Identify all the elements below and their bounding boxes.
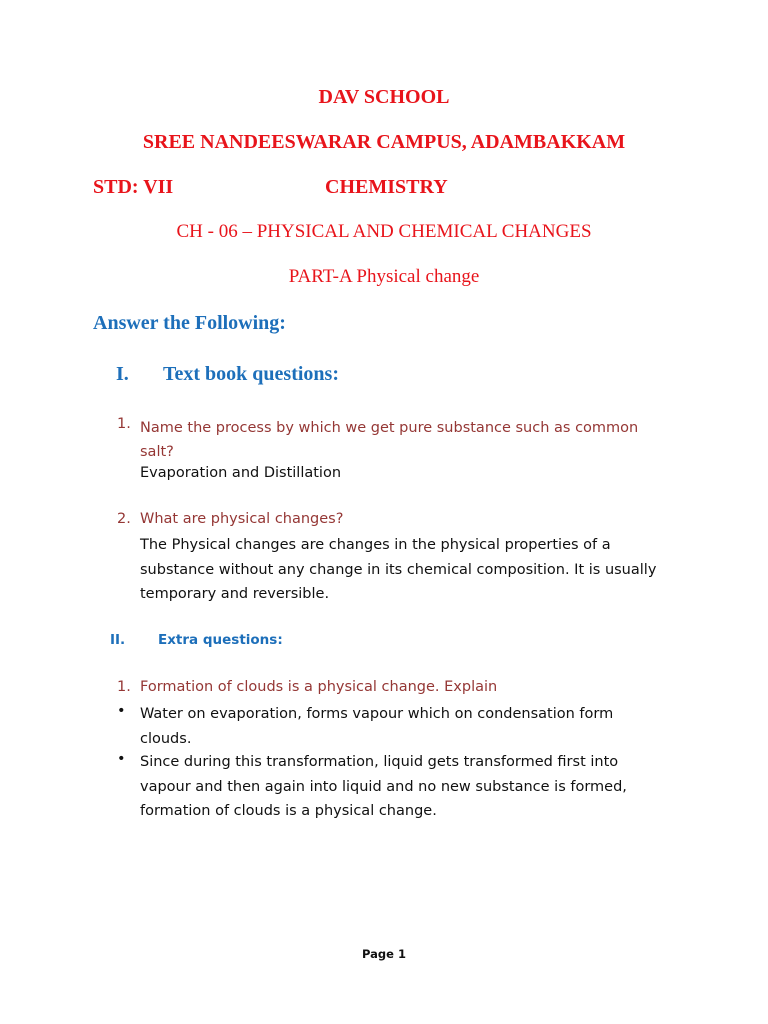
section1-title: Text book questions: (163, 363, 339, 385)
question-number: 1. (117, 679, 131, 695)
section2-title: Extra questions: (158, 632, 283, 648)
answer-heading: Answer the Following: (93, 312, 286, 334)
school-name: DAV SCHOOL (318, 86, 450, 108)
bullet-icon: • (117, 703, 126, 719)
page-number: Page 1 (362, 947, 406, 961)
subject-label: CHEMISTRY (325, 176, 448, 198)
question-number: 1. (117, 416, 131, 432)
bullet-text: Since during this transformation, liquid gets transformed first into vapour and then again into liquid and no new substance is formed, formation of clouds is a physical change. (140, 754, 627, 819)
chapter-title: CH - 06 – PHYSICAL AND CHEMICAL CHANGES (176, 221, 592, 242)
answer-text: The Physical changes are changes in the physical properties of a substance without any change in its chemical composition. It is usually temporary and reversible. (140, 537, 657, 602)
bullet-text: Water on evaporation, forms vapour which on condensation form clouds. (140, 706, 614, 747)
question-number: 2. (117, 511, 131, 527)
question-text: What are physical changes? (140, 511, 344, 527)
question-text: Name the process by which we get pure substance such as common salt? (140, 420, 639, 460)
bullet-icon: • (117, 751, 126, 767)
campus-name: SREE NANDEESWARAR CAMPUS, ADAMBAKKAM (142, 131, 626, 153)
part-title: PART-A Physical change (288, 266, 480, 287)
question-text: Formation of clouds is a physical change. Explain (140, 679, 498, 695)
section1-number: I. (116, 363, 129, 385)
standard-label: STD: VII (93, 176, 174, 198)
section2-number: II. (110, 632, 126, 648)
answer-text: Evaporation and Distillation (140, 465, 342, 481)
